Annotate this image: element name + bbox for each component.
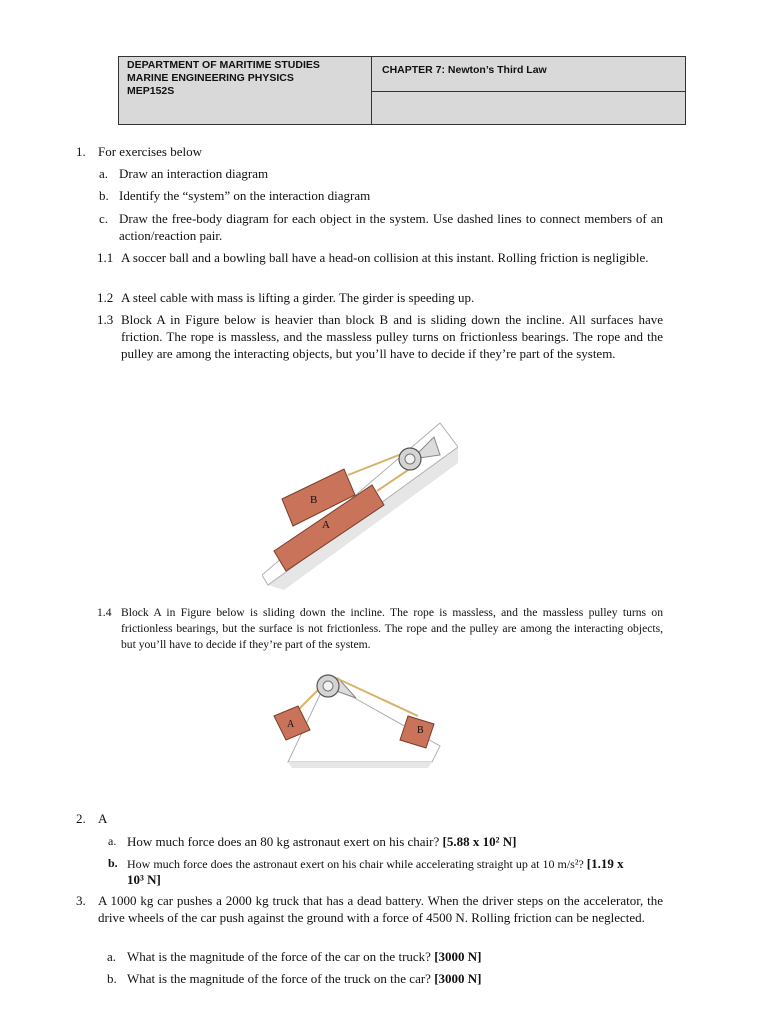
q2a-text: How much force does an 80 kg astronaut exert on his chair?: [127, 834, 440, 849]
department-name: DEPARTMENT OF MARITIME STUDIES: [127, 59, 320, 71]
q1-4-number: 1.4: [97, 606, 112, 619]
fig2-label-a: A: [287, 719, 295, 730]
figure-blocks-on-wedge: [268, 664, 450, 776]
header-table: [118, 56, 686, 125]
q3-text: A 1000 kg car pushes a 2000 kg truck that has a dead battery. When the driver steps on the accelerator, the drive wheels of the car push against the ground with a force of 4500 N. Rolling friction can be neglected.: [98, 893, 663, 925]
q3b-text: What is the magnitude of the force of the truck on the car?: [127, 971, 431, 986]
q1-3-text: Block A in Figure below is heavier than block B and is sliding down the incline. All surfaces have friction. The rope is massless, and the massless pulley turns on frictionless bearings. The rope and the pulley are among the interacting objects, but you’ll have to decide if they’re part of the system.: [121, 312, 663, 361]
q2-text: A: [98, 811, 108, 826]
pulley-hub: [323, 681, 333, 691]
q1-2-number: 1.2: [97, 290, 114, 305]
chapter-title: CHAPTER 7: Newton’s Third Law: [372, 57, 686, 92]
q2a-label: a.: [108, 834, 117, 848]
q3b-label: b.: [107, 971, 117, 986]
q3a-line: [127, 948, 481, 965]
q3b-line: [127, 970, 481, 987]
q2a-answer: [5.88 x 10² N]: [442, 834, 517, 849]
pulley-hub: [405, 454, 415, 464]
fig1-label-a: A: [322, 519, 330, 531]
q3-number: 3.: [76, 893, 86, 908]
fig2-label-b: B: [417, 725, 424, 736]
q1-2-text: A steel cable with mass is lifting a girder. The girder is speeding up.: [121, 290, 475, 305]
q3a-answer: [3000 N]: [434, 949, 482, 964]
department-cell: [119, 57, 372, 125]
q1-1-text: A soccer ball and a bowling ball have a head-on collision at this instant. Rolling friction is negligible.: [121, 250, 649, 265]
empty-header-cell: [372, 92, 686, 125]
q1b-label: b.: [99, 188, 109, 203]
q1a-label: a.: [99, 166, 109, 181]
figure-blocks-on-incline: [262, 415, 458, 590]
q1-1-number: 1.1: [97, 250, 114, 265]
q3a-text: What is the magnitude of the force of the car on the truck?: [127, 949, 431, 964]
fig1-label-b: B: [310, 494, 318, 506]
q1-text: For exercises below: [98, 144, 202, 159]
wedge-shadow: [288, 762, 432, 768]
q1-3-number: 1.3: [97, 312, 114, 327]
q2b-answer-part1: [1.19 x: [586, 856, 624, 871]
q2b-answer-part2: 10³ N]: [127, 872, 161, 887]
q2b-text: How much force does the astronaut exert on his chair while accelerating straight up at 10 m/s²?: [127, 857, 584, 871]
q2a-line: [127, 833, 516, 850]
q2-number: 2.: [76, 811, 86, 826]
q1a-text: Draw an interaction diagram: [119, 166, 269, 181]
course-code: MEP152S: [127, 85, 175, 97]
q3b-answer: [3000 N]: [434, 971, 482, 986]
course-name: MARINE ENGINEERING PHYSICS: [127, 72, 294, 84]
q2b-label: b.: [108, 856, 118, 870]
q1c-label: c.: [99, 211, 109, 226]
q1-number: 1.: [76, 144, 86, 159]
q1b-text: Identify the “system” on the interaction diagram: [119, 188, 371, 203]
q1-4-text: Block A in Figure below is sliding down the incline. The rope is massless, and the massless pulley turns on frictionless bearings, but the surface is not frictionless. The rope and the pulley are among the interacting objects, but you’ll have to decide if they’re part of the system.: [121, 606, 663, 651]
q3a-label: a.: [107, 949, 117, 964]
q1c-text: Draw the free-body diagram for each object in the system. Use dashed lines to connect members of an action/reaction pair.: [119, 211, 663, 243]
q2b-line: [127, 855, 624, 873]
